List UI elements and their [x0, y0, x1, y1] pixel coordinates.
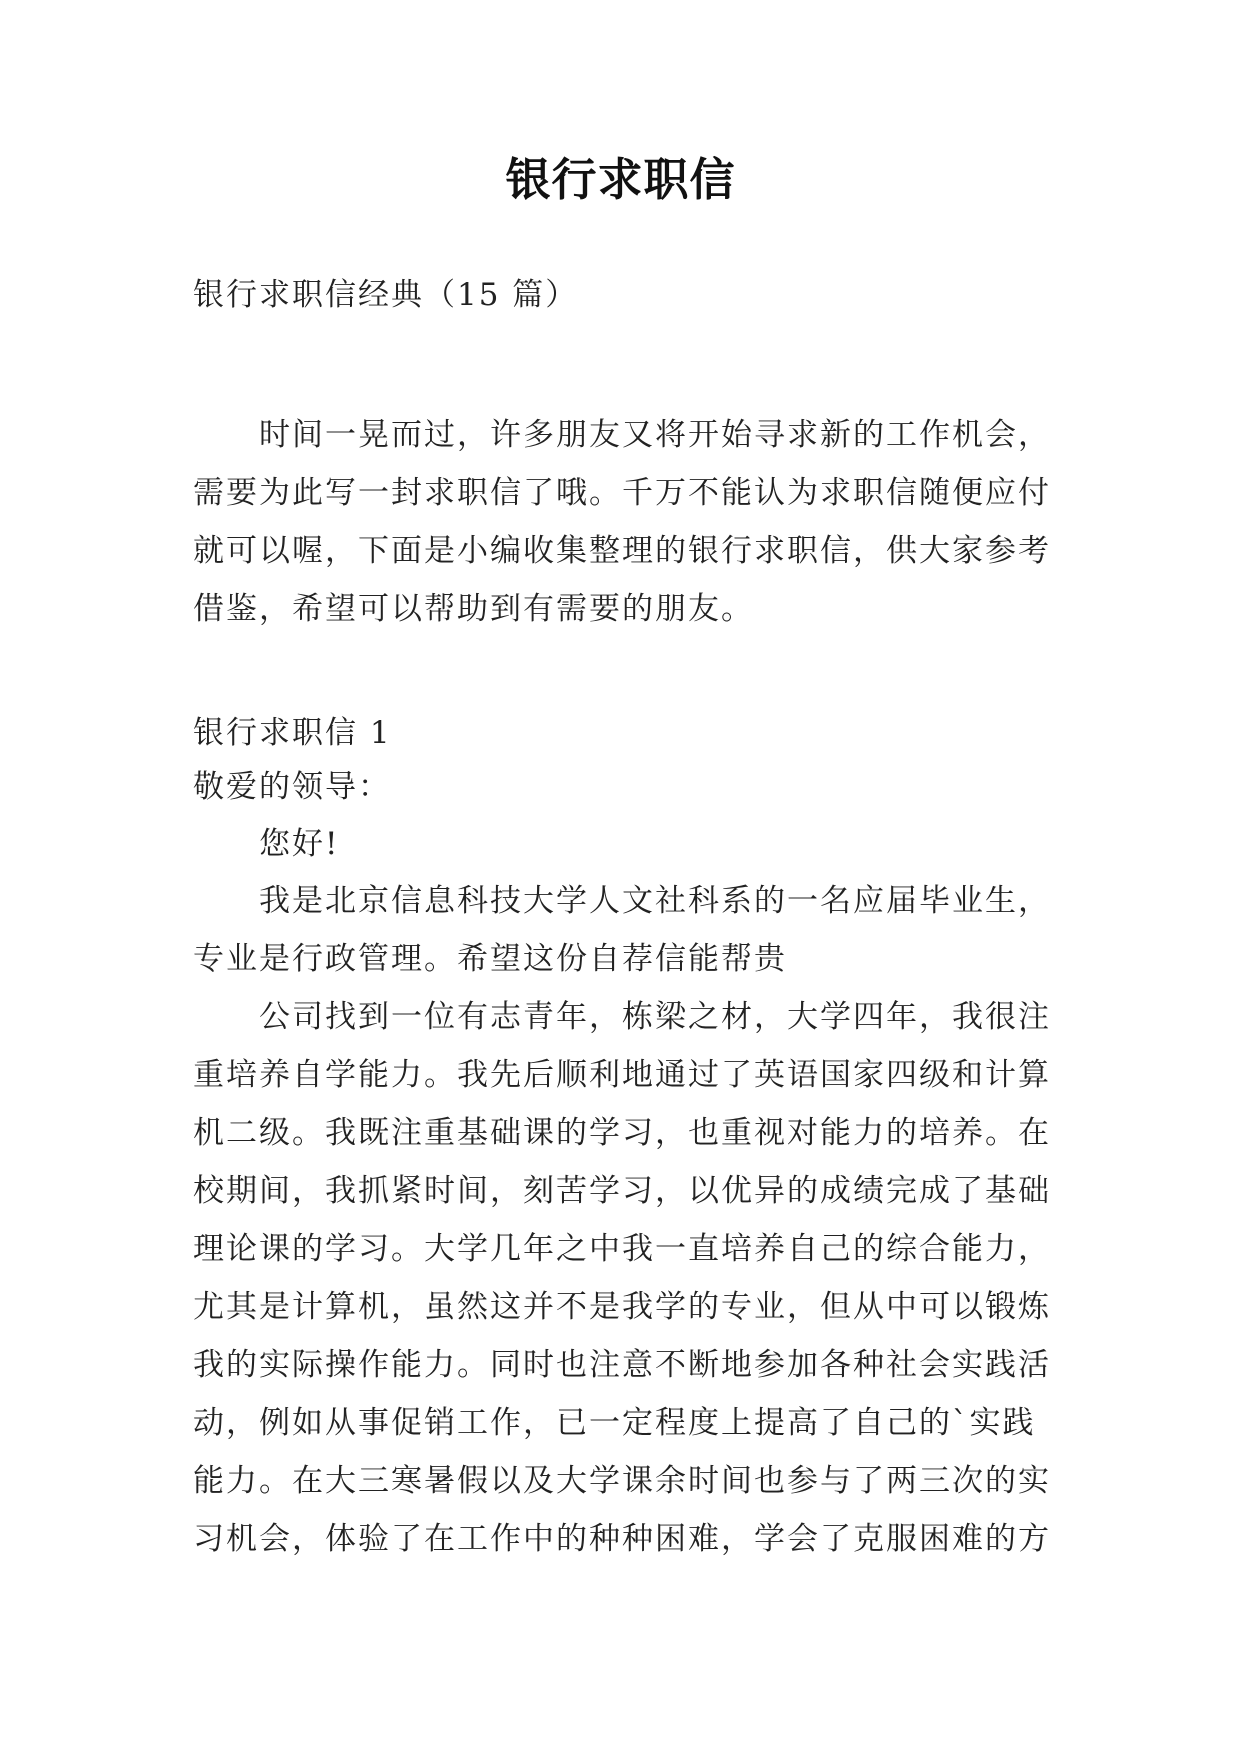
body-line: 我的实际操作能力。同时也注意不断地参加各种社会实践活	[193, 1347, 1051, 1383]
letter-heading: 银行求职信 1	[193, 715, 392, 751]
document-subtitle: 银行求职信经典（15 篇）	[193, 277, 579, 313]
body-line: 机二级。我既注重基础课的学习，也重视对能力的培养。在	[193, 1115, 1051, 1151]
intro-line: 时间一晃而过，许多朋友又将开始寻求新的工作机会，	[259, 417, 1051, 453]
body-line: 校期间，我抓紧时间，刻苦学习，以优异的成绩完成了基础	[193, 1173, 1051, 1209]
document-title: 银行求职信	[505, 153, 736, 206]
body-line: 我是北京信息科技大学人文社科系的一名应届毕业生，	[259, 883, 1051, 919]
body-line: 习机会，体验了在工作中的种种困难，学会了克服困难的方	[193, 1521, 1051, 1557]
intro-paragraph	[193, 406, 1073, 638]
letter-body	[193, 872, 1073, 1568]
intro-line: 需要为此写一封求职信了哦。千万不能认为求职信随便应付	[193, 475, 1051, 511]
intro-line: 就可以喔，下面是小编收集整理的银行求职信，供大家参考	[193, 533, 1051, 569]
body-line: 重培养自学能力。我先后顺利地通过了英语国家四级和计算	[193, 1057, 1051, 1093]
body-line: 公司找到一位有志青年，栋梁之材，大学四年，我很注	[259, 999, 1051, 1035]
body-line: 专业是行政管理。希望这份自荐信能帮贵	[193, 941, 787, 977]
body-line: 能力。在大三寒暑假以及大学课余时间也参与了两三次的实	[193, 1463, 1051, 1499]
body-line: 理论课的学习。大学几年之中我一直培养自己的综合能力，	[193, 1231, 1051, 1267]
letter-salutation: 敬爱的领导：	[193, 769, 391, 805]
body-line: 动，例如从事促销工作，已一定程度上提高了自己的`实践	[193, 1405, 1036, 1441]
letter-greeting: 您好!	[259, 826, 340, 862]
intro-line: 借鉴，希望可以帮助到有需要的朋友。	[193, 591, 754, 627]
body-line: 尤其是计算机，虽然这并不是我学的专业，但从中可以锻炼	[193, 1289, 1051, 1325]
